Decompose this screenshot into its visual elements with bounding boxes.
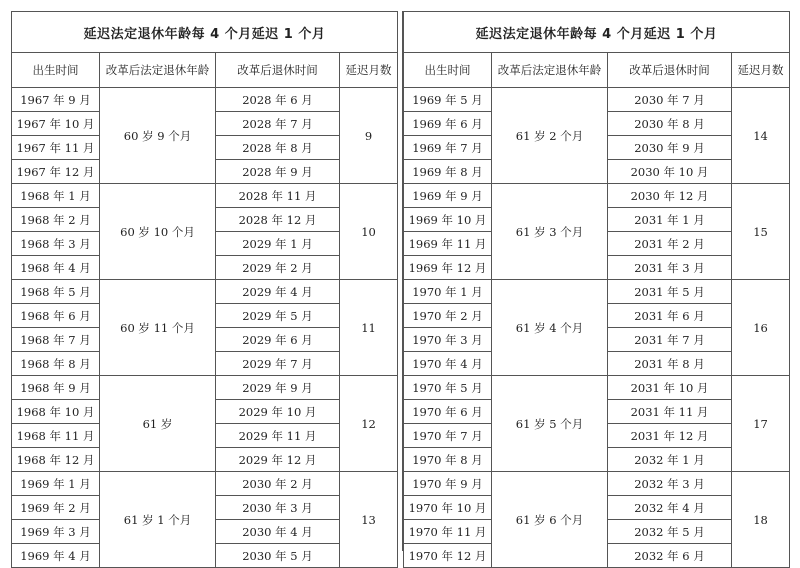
- delay-months-cell: 11: [340, 280, 398, 376]
- retirement-time-cell: 2032 年 4 月: [608, 496, 732, 520]
- birth-time-cell: 1969 年 7 月: [404, 136, 492, 160]
- retirement-age-cell: 61 岁 5 个月: [492, 376, 608, 472]
- birth-time-cell: 1969 年 9 月: [404, 184, 492, 208]
- birth-time-cell: 1970 年 4 月: [404, 352, 492, 376]
- birth-time-cell: 1970 年 10 月: [404, 496, 492, 520]
- delay-months-cell: 12: [340, 376, 398, 472]
- table-title: 延迟法定退休年龄每 4 个月延迟 1 个月: [404, 12, 790, 53]
- header-retirement-time: 改革后退休时间: [216, 53, 340, 88]
- birth-time-cell: 1969 年 1 月: [12, 472, 100, 496]
- retirement-time-cell: 2028 年 6 月: [216, 88, 340, 112]
- birth-time-cell: 1969 年 10 月: [404, 208, 492, 232]
- retirement-time-cell: 2030 年 9 月: [608, 136, 732, 160]
- birth-time-cell: 1968 年 2 月: [12, 208, 100, 232]
- header-birth-time: 出生时间: [12, 53, 100, 88]
- table-row: [404, 88, 790, 112]
- delay-months-cell: 10: [340, 184, 398, 280]
- retirement-time-cell: 2029 年 12 月: [216, 448, 340, 472]
- retirement-time-cell: 2031 年 3 月: [608, 256, 732, 280]
- retirement-time-cell: 2031 年 2 月: [608, 232, 732, 256]
- retirement-time-cell: 2031 年 12 月: [608, 424, 732, 448]
- birth-time-cell: 1967 年 10 月: [12, 112, 100, 136]
- birth-time-cell: 1970 年 5 月: [404, 376, 492, 400]
- table-row: [404, 376, 790, 400]
- birth-time-cell: 1970 年 11 月: [404, 520, 492, 544]
- retirement-time-cell: 2028 年 7 月: [216, 112, 340, 136]
- header-retirement-age: 改革后法定退休年龄: [100, 53, 216, 88]
- birth-time-cell: 1969 年 8 月: [404, 160, 492, 184]
- header-row: [12, 53, 398, 88]
- retirement-time-cell: 2028 年 8 月: [216, 136, 340, 160]
- retirement-time-cell: 2029 年 9 月: [216, 376, 340, 400]
- birth-time-cell: 1969 年 3 月: [12, 520, 100, 544]
- birth-time-cell: 1970 年 3 月: [404, 328, 492, 352]
- birth-time-cell: 1968 年 11 月: [12, 424, 100, 448]
- birth-time-cell: 1968 年 7 月: [12, 328, 100, 352]
- retirement-age-cell: 61 岁 2 个月: [492, 88, 608, 184]
- delay-months-cell: 16: [732, 280, 790, 376]
- header-row: [404, 53, 790, 88]
- delay-months-cell: 14: [732, 88, 790, 184]
- retirement-time-cell: 2031 年 1 月: [608, 208, 732, 232]
- birth-time-cell: 1967 年 9 月: [12, 88, 100, 112]
- retirement-time-cell: 2028 年 9 月: [216, 160, 340, 184]
- delay-months-cell: 18: [732, 472, 790, 568]
- retirement-age-cell: 60 岁 11 个月: [100, 280, 216, 376]
- birth-time-cell: 1968 年 1 月: [12, 184, 100, 208]
- retirement-time-cell: 2029 年 5 月: [216, 304, 340, 328]
- retirement-time-cell: 2031 年 8 月: [608, 352, 732, 376]
- left-table-panel: [11, 11, 397, 563]
- retirement-time-cell: 2032 年 1 月: [608, 448, 732, 472]
- retirement-time-cell: 2032 年 3 月: [608, 472, 732, 496]
- birth-time-cell: 1968 年 5 月: [12, 280, 100, 304]
- table-row: [404, 280, 790, 304]
- retirement-age-cell: 60 岁 9 个月: [100, 88, 216, 184]
- retirement-time-cell: 2030 年 12 月: [608, 184, 732, 208]
- birth-time-cell: 1968 年 4 月: [12, 256, 100, 280]
- retirement-time-cell: 2031 年 10 月: [608, 376, 732, 400]
- retirement-time-cell: 2029 年 1 月: [216, 232, 340, 256]
- birth-time-cell: 1970 年 2 月: [404, 304, 492, 328]
- retirement-age-cell: 61 岁: [100, 376, 216, 472]
- retirement-time-cell: 2032 年 6 月: [608, 544, 732, 568]
- birth-time-cell: 1970 年 9 月: [404, 472, 492, 496]
- birth-time-cell: 1969 年 5 月: [404, 88, 492, 112]
- birth-time-cell: 1970 年 6 月: [404, 400, 492, 424]
- retirement-time-cell: 2030 年 5 月: [216, 544, 340, 568]
- table-row: [12, 184, 398, 208]
- retirement-age-cell: 61 岁 6 个月: [492, 472, 608, 568]
- delay-months-cell: 17: [732, 376, 790, 472]
- retirement-time-cell: 2029 年 7 月: [216, 352, 340, 376]
- retirement-time-cell: 2031 年 11 月: [608, 400, 732, 424]
- right-table-panel: [403, 11, 789, 563]
- retirement-time-cell: 2030 年 8 月: [608, 112, 732, 136]
- header-retirement-time: 改革后退休时间: [608, 53, 732, 88]
- birth-time-cell: 1968 年 8 月: [12, 352, 100, 376]
- retirement-time-cell: 2032 年 5 月: [608, 520, 732, 544]
- table-row: [12, 376, 398, 400]
- retirement-time-cell: 2030 年 4 月: [216, 520, 340, 544]
- birth-time-cell: 1970 年 7 月: [404, 424, 492, 448]
- retirement-age-cell: 61 岁 4 个月: [492, 280, 608, 376]
- header-retirement-age: 改革后法定退休年龄: [492, 53, 608, 88]
- title-row: [404, 12, 790, 53]
- retirement-time-cell: 2031 年 5 月: [608, 280, 732, 304]
- retirement-age-cell: 61 岁 3 个月: [492, 184, 608, 280]
- birth-time-cell: 1967 年 12 月: [12, 160, 100, 184]
- birth-time-cell: 1970 年 1 月: [404, 280, 492, 304]
- retirement-time-cell: 2030 年 10 月: [608, 160, 732, 184]
- retirement-time-cell: 2028 年 11 月: [216, 184, 340, 208]
- table-row: [404, 184, 790, 208]
- table-row: [12, 280, 398, 304]
- retirement-time-cell: 2029 年 2 月: [216, 256, 340, 280]
- birth-time-cell: 1970 年 12 月: [404, 544, 492, 568]
- retirement-time-cell: 2029 年 11 月: [216, 424, 340, 448]
- retirement-time-cell: 2030 年 2 月: [216, 472, 340, 496]
- table-row: [404, 472, 790, 496]
- retirement-time-cell: 2030 年 3 月: [216, 496, 340, 520]
- delay-months-cell: 9: [340, 88, 398, 184]
- header-delay-months: 延迟月数: [732, 53, 790, 88]
- birth-time-cell: 1969 年 11 月: [404, 232, 492, 256]
- retirement-time-cell: 2031 年 6 月: [608, 304, 732, 328]
- retirement-time-cell: 2031 年 7 月: [608, 328, 732, 352]
- birth-time-cell: 1969 年 2 月: [12, 496, 100, 520]
- retirement-time-cell: 2028 年 12 月: [216, 208, 340, 232]
- retirement-time-cell: 2029 年 6 月: [216, 328, 340, 352]
- table-row: [12, 472, 398, 496]
- birth-time-cell: 1968 年 3 月: [12, 232, 100, 256]
- retirement-age-cell: 60 岁 10 个月: [100, 184, 216, 280]
- birth-time-cell: 1970 年 8 月: [404, 448, 492, 472]
- title-row: [12, 12, 398, 53]
- birth-time-cell: 1967 年 11 月: [12, 136, 100, 160]
- retirement-age-cell: 61 岁 1 个月: [100, 472, 216, 568]
- birth-time-cell: 1968 年 12 月: [12, 448, 100, 472]
- birth-time-cell: 1968 年 9 月: [12, 376, 100, 400]
- table-title: 延迟法定退休年龄每 4 个月延迟 1 个月: [12, 12, 398, 53]
- retirement-time-cell: 2029 年 4 月: [216, 280, 340, 304]
- birth-time-cell: 1969 年 6 月: [404, 112, 492, 136]
- birth-time-cell: 1969 年 4 月: [12, 544, 100, 568]
- retirement-table: [403, 11, 790, 568]
- table-row: [12, 88, 398, 112]
- retirement-time-cell: 2029 年 10 月: [216, 400, 340, 424]
- delay-months-cell: 15: [732, 184, 790, 280]
- birth-time-cell: 1968 年 6 月: [12, 304, 100, 328]
- delay-months-cell: 13: [340, 472, 398, 568]
- birth-time-cell: 1968 年 10 月: [12, 400, 100, 424]
- header-delay-months: 延迟月数: [340, 53, 398, 88]
- birth-time-cell: 1969 年 12 月: [404, 256, 492, 280]
- retirement-table: [11, 11, 398, 568]
- retirement-time-cell: 2030 年 7 月: [608, 88, 732, 112]
- header-birth-time: 出生时间: [404, 53, 492, 88]
- retirement-delay-tables: [11, 11, 789, 563]
